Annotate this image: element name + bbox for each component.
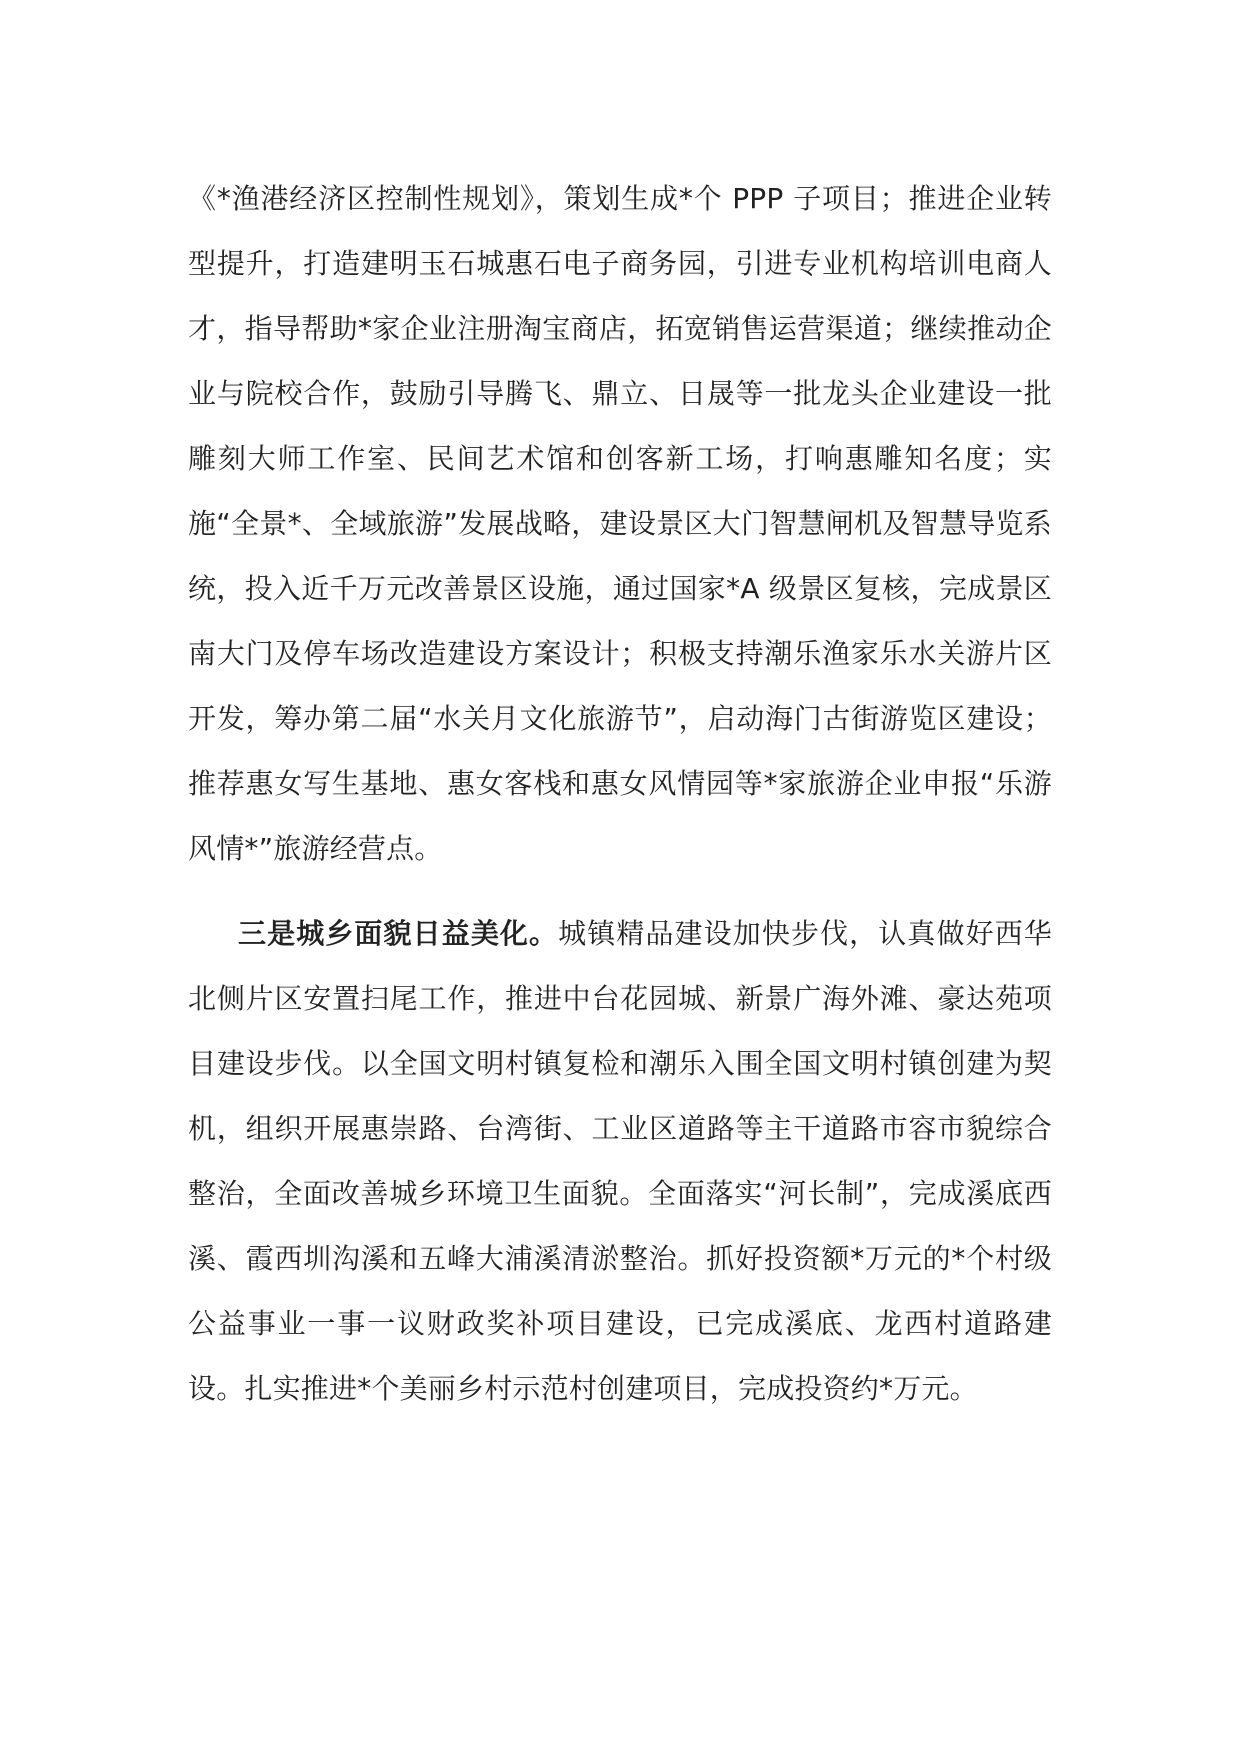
paragraph-text: 《*渔港经济区控制性规划》，策划生成*个 PPP 子项目；推进企业转型提升，打造建明玉石城惠石电子商务园，引进专业机构培训电商人才，指导帮助*家企业注册淘宝商店，拓宽销售运营渠道；继续推动企业与院校合作，鼓励引导腾飞、鼎立、日晟等一批龙头企业建设一批雕刻大师工作室、民间艺术馆和创客新工场，打响惠雕知名度；实施“全景*、全域旅游”发展战略，建设景区大门智慧闸机及智慧导览系统，投入近千万元改善景区设施，通过国家*A 级景区复核，完成景区南大门及停车场改造建设方案设计；积极支持潮乐渔家乐水关游片区开发，筹办第二届“水关月文化旅游节”，启动海门古街游览区建设；推荐惠女写生基地、惠女客栈和惠女风情园等*家旅游企业申报“乐游风情*”旅游经营点。 (188, 182, 1052, 865)
paragraph-planning-tourism (188, 166, 1052, 881)
document-body (188, 166, 1052, 1421)
paragraph-urban-rural (188, 901, 1052, 1421)
paragraph-lead-heading: 三是城乡面貌日益美化。 (238, 917, 559, 950)
paragraph-text: 城镇精品建设加快步伐，认真做好西华北侧片区安置扫尾工作，推进中台花园城、新景广海外滩、豪达苑项目建设步伐。以全国文明村镇复检和潮乐入围全国文明村镇创建为契机，组织开展惠崇路、台湾街、工业区道路等主干道路市容市貌综合整治，全面改善城乡环境卫生面貌。全面落实“河长制”，完成溪底西溪、霞西圳沟溪和五峰大浦溪清淤整治。抓好投资额*万元的*个村级公益事业一事一议财政奖补项目建设，已完成溪底、龙西村道路建设。扎实推进*个美丽乡村示范村创建项目，完成投资约*万元。 (188, 917, 1052, 1405)
